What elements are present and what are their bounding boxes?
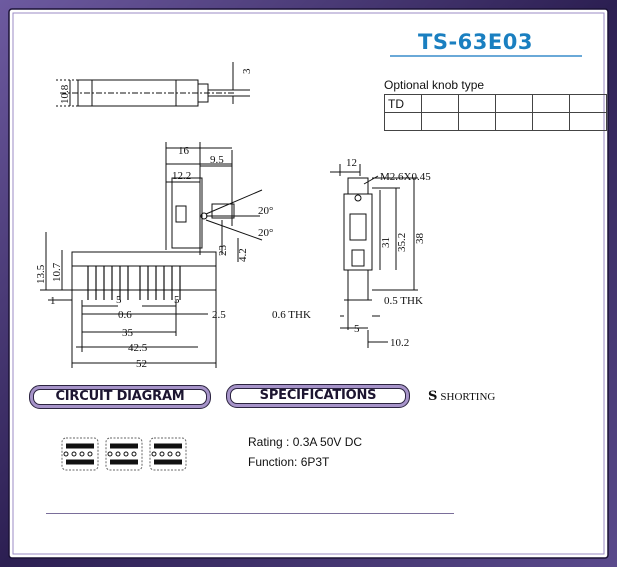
dim-label: 23 bbox=[217, 245, 229, 256]
dim-label: 35 bbox=[122, 327, 133, 339]
side-view-drawing bbox=[330, 164, 418, 348]
dim-label: 10.8 bbox=[59, 84, 71, 104]
dim-label: 20° bbox=[258, 227, 274, 239]
knob-type-label: Optional knob type bbox=[384, 78, 485, 92]
page-title: TS-63E03 bbox=[418, 30, 533, 54]
dim-label: 9.5 bbox=[210, 154, 224, 166]
shorting-symbol-icon: S bbox=[428, 389, 438, 404]
dim-label: 10.7 bbox=[51, 262, 63, 282]
dim-label: 12 bbox=[346, 157, 357, 169]
dim-label: 10.2 bbox=[390, 337, 410, 349]
specifications-heading: SPECIFICATIONS bbox=[226, 384, 410, 408]
front-view-labels bbox=[35, 145, 273, 370]
dim-label: 42.5 bbox=[128, 342, 148, 354]
dim-label: 3 bbox=[241, 68, 253, 74]
circuit-pole-group bbox=[106, 438, 142, 470]
dim-label: 12.2 bbox=[172, 170, 192, 182]
dim-label: 5 bbox=[354, 323, 360, 335]
circuit-pole-group bbox=[150, 438, 186, 470]
knob-cell: TD bbox=[385, 95, 422, 113]
spec-rating: Rating : 0.3A 50V DC bbox=[248, 435, 363, 449]
shorting-legend bbox=[428, 389, 495, 404]
dim-label: 35.2 bbox=[396, 232, 408, 252]
dim-label: 20° bbox=[258, 205, 274, 217]
spec-function: Function: 6P3T bbox=[248, 455, 330, 469]
dim-label: 1 bbox=[50, 295, 56, 307]
dim-label: 5 bbox=[174, 294, 180, 306]
top-view-labels bbox=[59, 68, 253, 104]
dim-label: 13.5 bbox=[35, 264, 47, 284]
dim-label: 16 bbox=[178, 145, 189, 157]
dim-label: 0.5 THK bbox=[384, 295, 423, 307]
dim-label: 0.6 THK bbox=[272, 309, 311, 321]
dim-label: 4.2 bbox=[237, 248, 249, 262]
bottom-divider bbox=[46, 513, 454, 514]
dim-label: 0.6 bbox=[118, 309, 132, 321]
dim-label: M2.6X0.45 bbox=[380, 171, 431, 183]
circuit-diagram bbox=[62, 438, 186, 470]
dim-label: 38 bbox=[414, 233, 426, 244]
dim-label: 2.5 bbox=[212, 309, 226, 321]
top-view-drawing bbox=[56, 62, 250, 106]
circuit-diagram-heading: CIRCUIT DIAGRAM bbox=[29, 385, 211, 409]
dim-label: 5 bbox=[116, 294, 122, 306]
dim-label: 31 bbox=[380, 237, 392, 248]
circuit-pole-group bbox=[62, 438, 98, 470]
shorting-text: SHORTING bbox=[440, 391, 496, 403]
dim-label: 52 bbox=[136, 358, 147, 370]
